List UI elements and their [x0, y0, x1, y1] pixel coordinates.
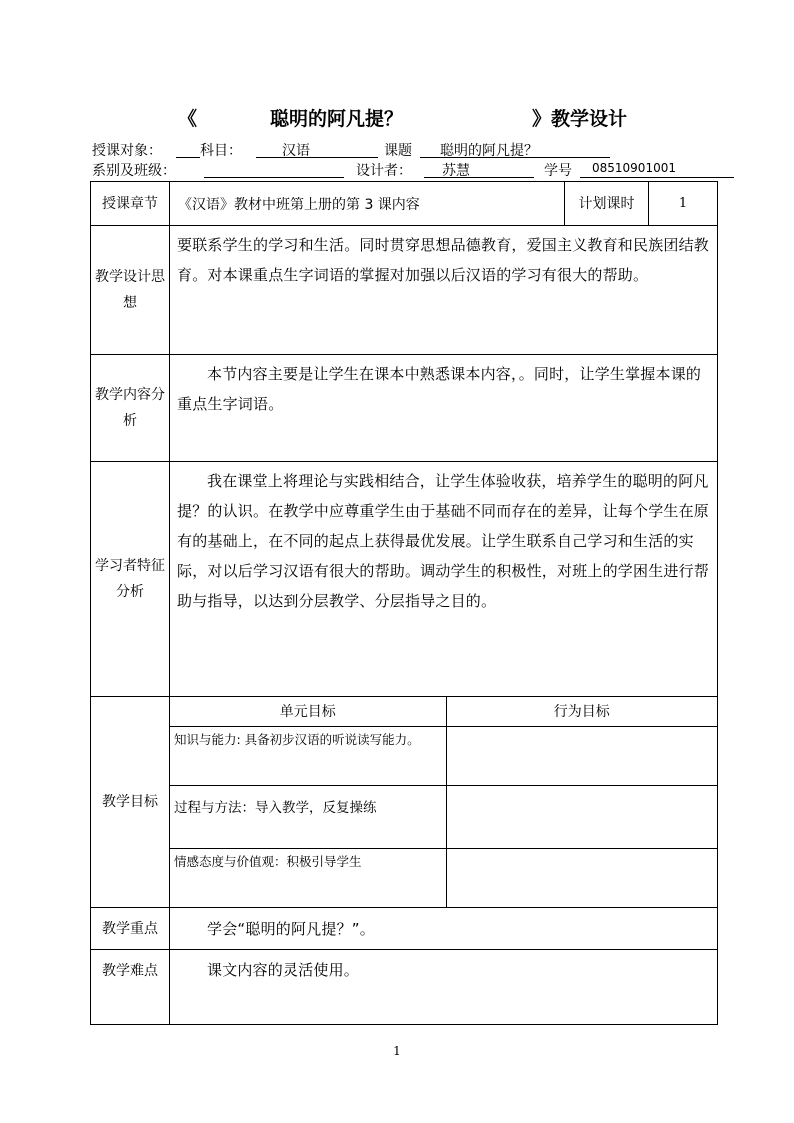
row-difficulty [91, 950, 718, 1025]
difficulty-text: 课文内容的灵活使用。 [170, 950, 718, 1025]
row-content-analysis [91, 355, 718, 462]
objective-process-behavior [446, 785, 717, 848]
objective-attitude-behavior [446, 848, 717, 907]
audience-label: 授课对象： [92, 143, 162, 159]
topic-label: 课题 [384, 143, 412, 159]
dept-label: 系别及班级： [92, 163, 176, 179]
hours-value: 1 [649, 182, 718, 226]
key-point-label: 教学重点 [91, 908, 170, 950]
row-learner-analysis [91, 462, 718, 697]
designer-label: 设计者： [356, 163, 412, 179]
design-idea-label: 教学设计思想 [91, 226, 170, 355]
title-suffix: 》教学设计 [532, 108, 628, 130]
objective-process: 过程与方法：导入教学，反复操练 [170, 785, 446, 848]
topic-value: 聪明的阿凡提？ [440, 143, 538, 159]
row-design-idea [91, 226, 718, 355]
chapter-label: 授课章节 [91, 182, 170, 226]
row-key-point [91, 908, 718, 950]
content-analysis-text: 本节内容主要是让学生在课本中熟悉课本内容，。同时，让学生掌握本课的重点生字词语。 [170, 355, 718, 462]
behavior-goal-header: 行为目标 [446, 697, 717, 726]
unit-goal-header: 单元目标 [170, 697, 446, 726]
designer-value: 苏慧 [442, 163, 470, 179]
key-point-text: 学会“聪明的阿凡提？”。 [170, 908, 718, 950]
objective-attitude: 情感态度与价值观：积极引导学生 [170, 848, 446, 907]
objective-knowledge-behavior [446, 726, 717, 785]
learner-analysis-label: 学习者特征分析 [91, 462, 170, 697]
designer-underline [424, 160, 534, 178]
title-open-bracket: 《 [178, 108, 198, 130]
title-lesson-name: 聪明的阿凡提？ [270, 108, 404, 130]
row-objectives [91, 697, 718, 908]
objective-knowledge: 知识与能力: 具备初步汉语的听说读写能力。 [170, 726, 446, 785]
hours-label: 计划课时 [565, 182, 649, 226]
document-title [0, 104, 794, 134]
dept-blank [204, 160, 344, 178]
content-analysis-label: 教学内容分析 [91, 355, 170, 462]
audience-blank [176, 140, 200, 158]
page-number: 1 [393, 1044, 401, 1058]
row-chapter [91, 182, 718, 226]
id-value: 08510901001 [592, 161, 676, 175]
learner-analysis-text: 我在课堂上将理论与实践相结合，让学生体验收获，培养学生的聪明的阿凡提？的认识。在教学中应尊重学生由于基础不同而存在的差异，让每个学生在原有的基础上，在不同的起点上获得最优发展。让学生联系自己学习和生活的实际，对以后学习汉语有很大的帮助。调动学生的积极性，对班上的学困生进行帮助与指导，以达到分层教学、分层指导之目的。 [170, 462, 718, 697]
objectives-table [170, 697, 717, 907]
objectives-label: 教学目标 [91, 697, 170, 908]
subject-underline [256, 140, 378, 158]
subject-label: 科目： [200, 143, 242, 159]
difficulty-label: 教学难点 [91, 950, 170, 1025]
design-idea-text: 要联系学生的学习和生活。同时贯穿思想品德教育，爱国主义教育和民族团结教育。对本课重点生字词语的掌握对加强以后汉语的学习有很大的帮助。 [170, 226, 718, 355]
subject-value: 汉语 [282, 143, 310, 159]
objectives-cell [170, 697, 718, 908]
chapter-value: 《汉语》教材中班第上册的第 3 课内容 [170, 182, 565, 226]
id-label: 学号 [544, 163, 572, 179]
lesson-plan-table [90, 181, 718, 1025]
